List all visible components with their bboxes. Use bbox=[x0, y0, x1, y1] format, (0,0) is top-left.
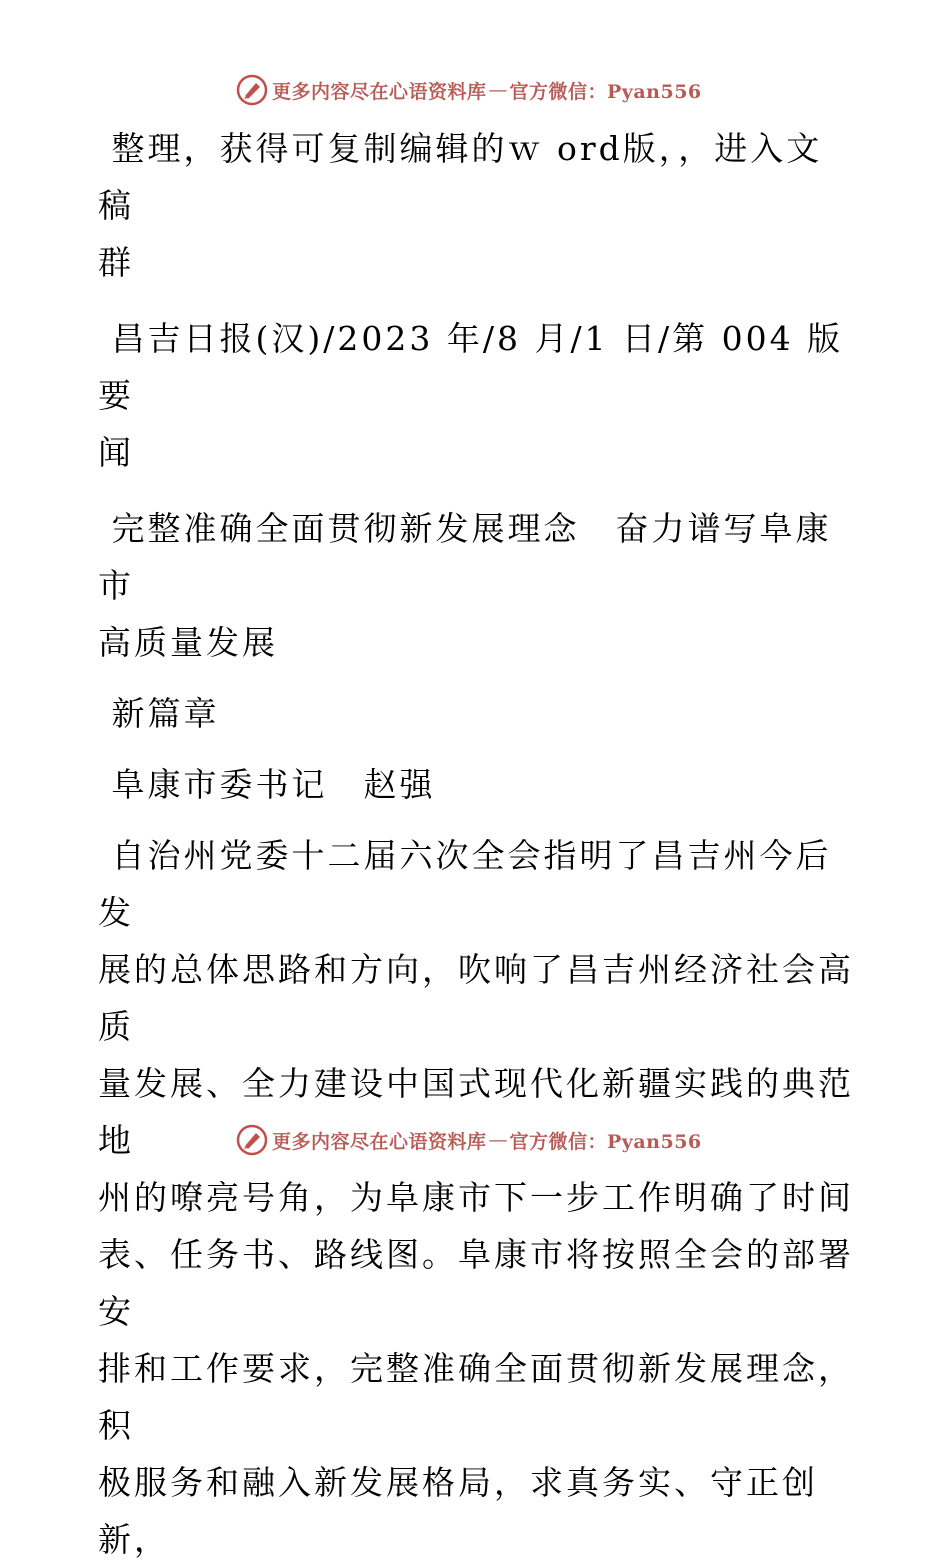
author-line: 阜康市委书记 赵强 bbox=[98, 765, 436, 804]
article-title: 完整准确全面贯彻新发展理念 奋力谱写阜康市 高质量发展 bbox=[98, 509, 832, 662]
banner-separator: — bbox=[488, 1129, 508, 1151]
pen-nib-logo-icon bbox=[236, 74, 268, 106]
banner-title: 更多内容尽在心语资料库 bbox=[272, 80, 487, 103]
banner-title: 更多内容尽在心语资料库 bbox=[272, 1130, 487, 1153]
banner-separator: — bbox=[488, 79, 508, 101]
pen-nib-logo-icon bbox=[236, 1124, 268, 1156]
document-body bbox=[98, 120, 858, 1568]
banner-contact: 官方微信：Pyan556 bbox=[509, 1130, 702, 1153]
intro-paragraph: 整理，获得可复制编辑的ｗ ord版，，进入文稿 群 bbox=[98, 129, 823, 282]
body-paragraph: 自治州党委十二届六次全会指明了昌吉州今后发 展的总体思路和方向，吹响了昌吉州经济社会高质 量发展、全力建设中国式现代化新疆实践的典范地 州的嘹亮号角，为阜康市下一步工作明确了时间 表、任务书、路线图。阜康市将按照全会的部署安 排和工作要求，完整准确全面贯彻新发展理念，积 极服务和融入新发展格局，求真务实、守正创新， bbox=[98, 836, 854, 1559]
source-line: 昌吉日报(汉)/2023 年/8 月/1 日/第 004 版要 闻 bbox=[98, 319, 844, 472]
header-banner bbox=[236, 72, 702, 108]
footer-banner bbox=[236, 1122, 702, 1158]
article-title-continued: 新篇章 bbox=[98, 694, 220, 733]
banner-contact: 官方微信：Pyan556 bbox=[509, 80, 702, 103]
